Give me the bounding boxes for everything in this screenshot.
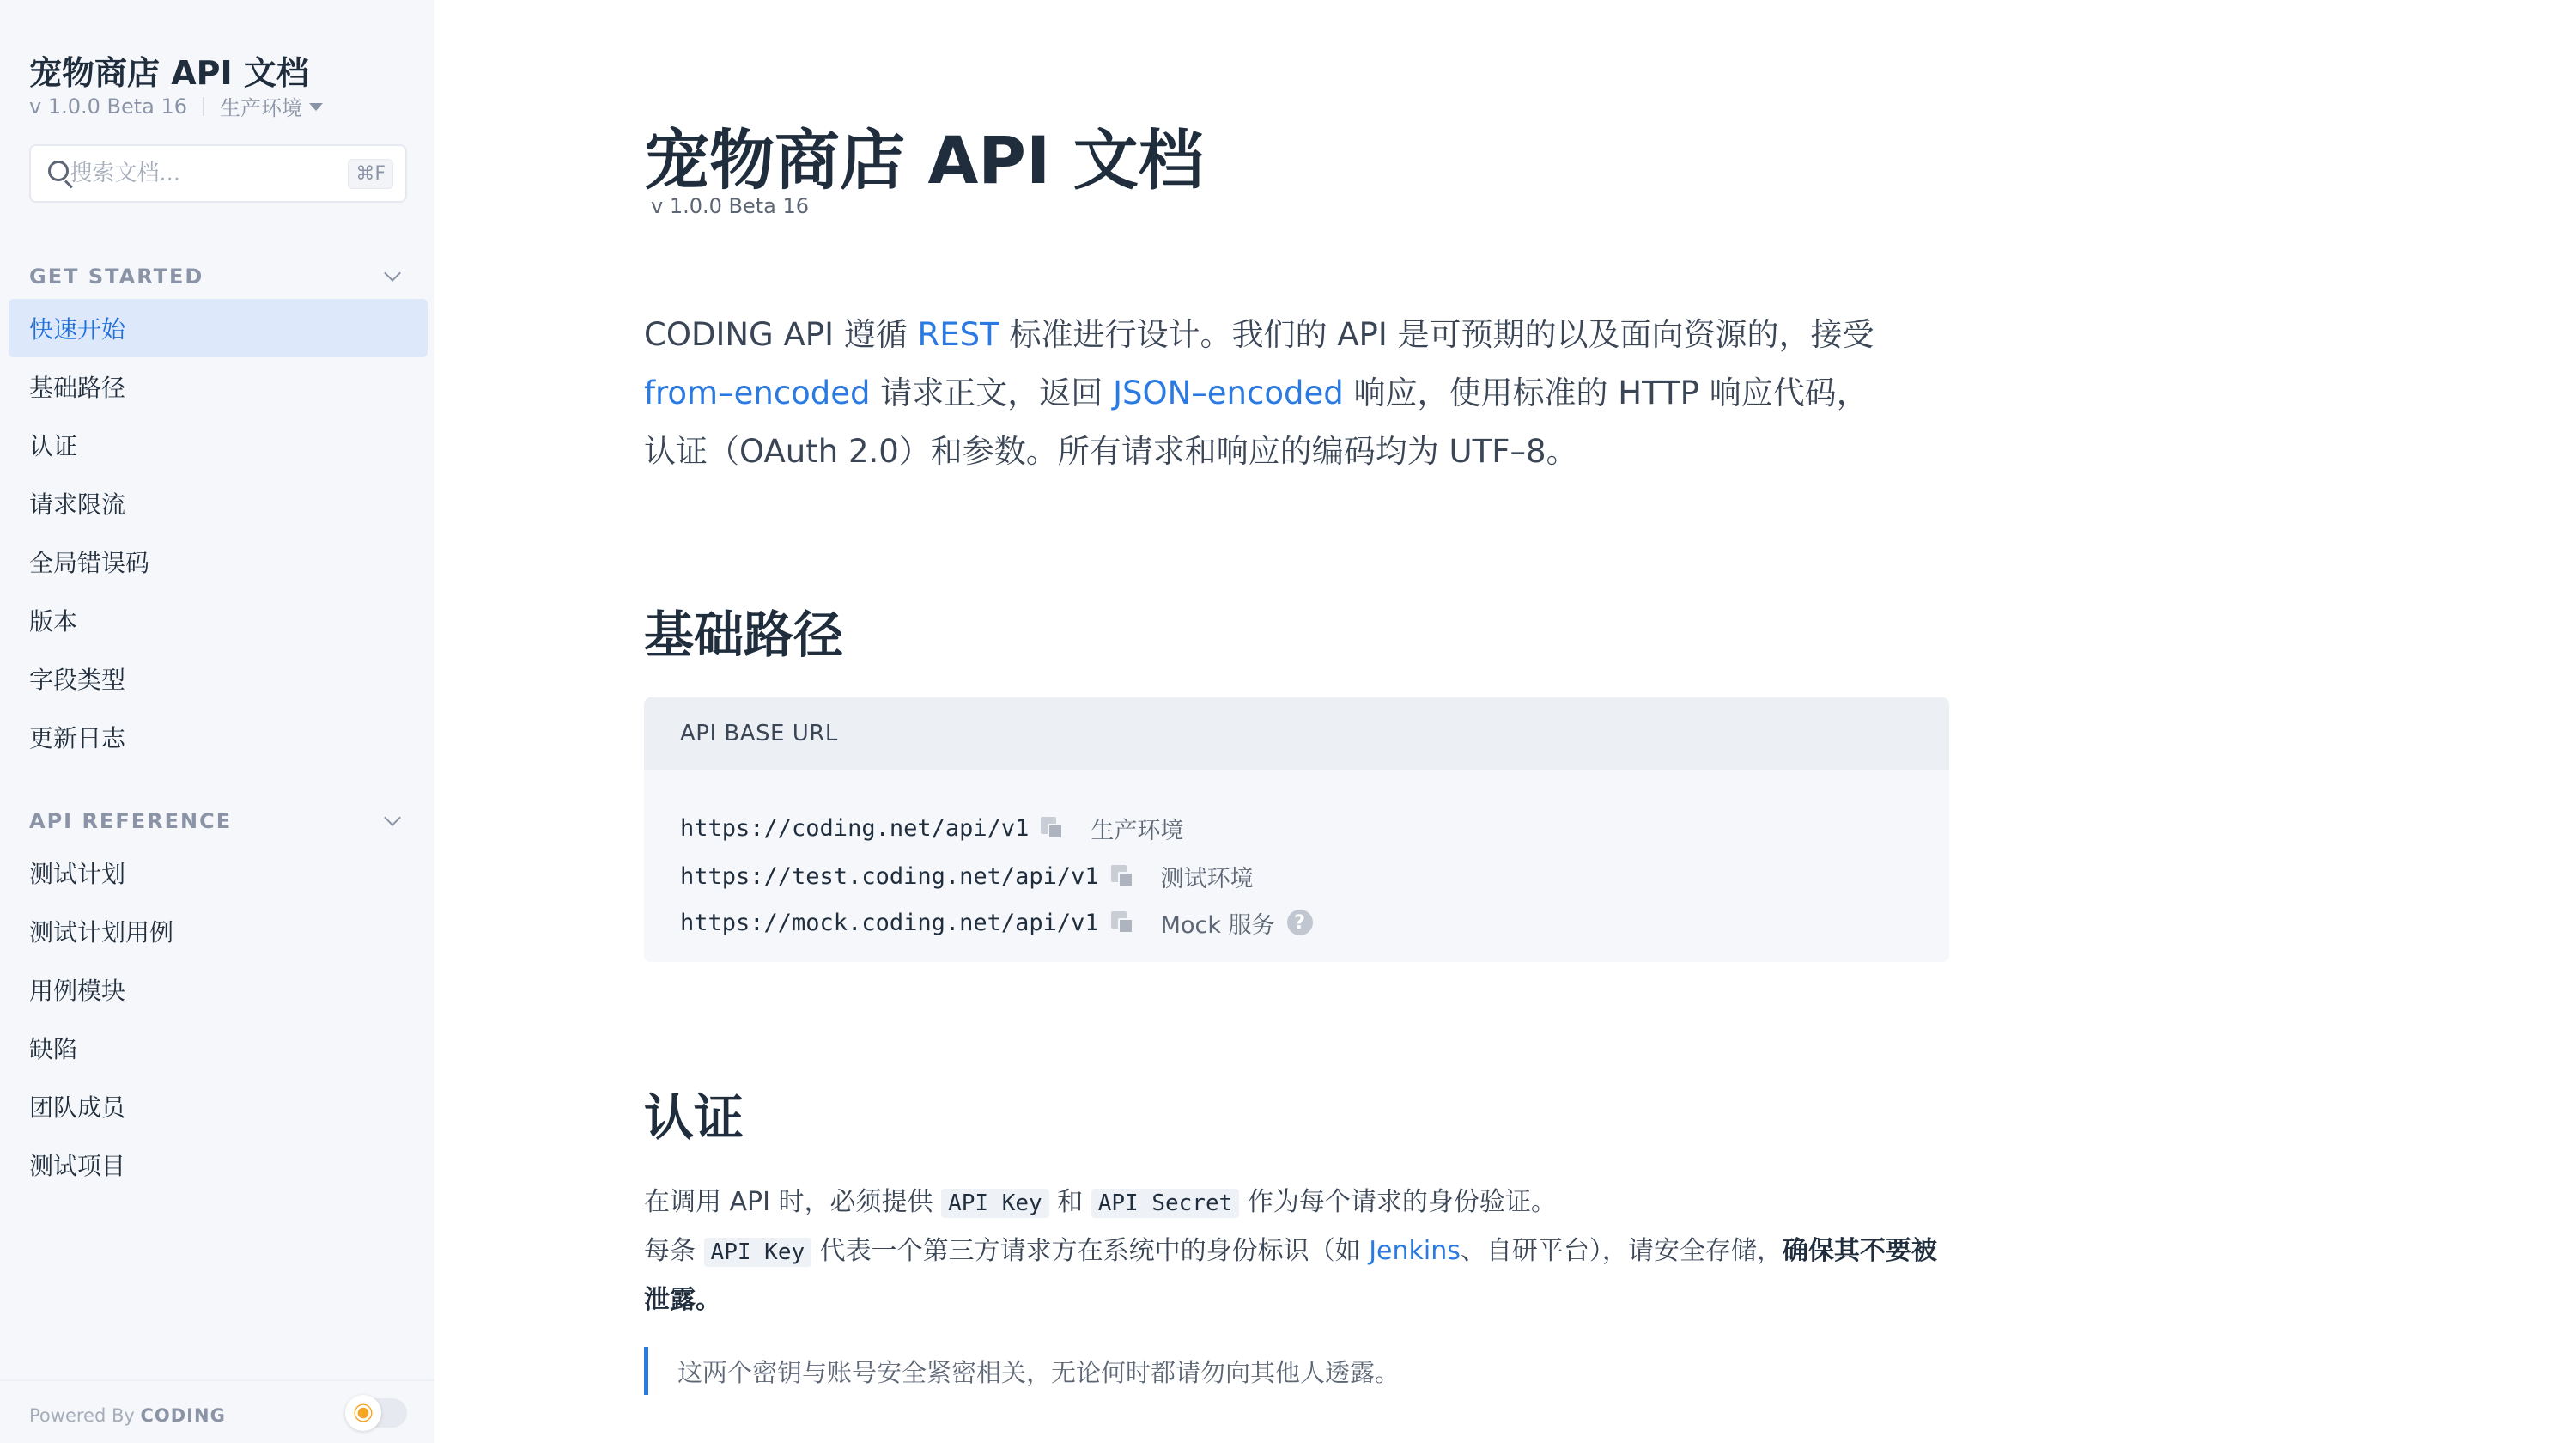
nav-item-auth[interactable]: 认证 [29,432,78,460]
intro-text: 请求正文，返回 [870,374,1114,411]
nav-item-test-projects[interactable]: 测试项目 [29,1152,126,1180]
chevron-down-icon [384,809,401,826]
help-icon[interactable]: ? [1287,910,1313,935]
auth-text: 、自研平台），请安全存储， [1460,1236,1783,1266]
intro-paragraph [644,306,1949,481]
auth-warning: 确保其不要被泄露。 [644,1236,1937,1315]
auth-paragraph [644,1178,1958,1324]
blockquote [644,1347,1400,1395]
url-code[interactable]: https://mock.coding.net/api/v1 [680,909,1099,936]
section-get-started[interactable] [29,259,407,294]
heading-auth: 认证 [644,1088,744,1147]
sidebar-version: v 1.0.0 Beta 16 [29,94,188,119]
nav-item-test-plan[interactable]: 测试计划 [29,860,126,888]
nav-item-field-types[interactable]: 字段类型 [29,666,126,694]
auth-text: 代表一个第三方请求方在系统中的身份标识（如 [811,1236,1370,1266]
url-code[interactable]: https://test.coding.net/api/v1 [680,862,1099,890]
page-title: 宠物商店 API 文档 [644,122,1204,198]
url-row [680,905,1313,940]
env-label: 测试环境 [1160,865,1254,892]
theme-toggle[interactable] [347,1398,407,1428]
env-label: Mock 服务 [1160,911,1275,939]
sidebar [0,0,434,1443]
section-label: API REFERENCE [29,809,233,833]
json-encoded-link[interactable]: JSON–encoded [1113,374,1344,411]
auth-text: 在调用 API 时，必须提供 [644,1187,942,1217]
caret-down-icon [309,103,323,111]
heading-base-path: 基础路径 [644,606,844,664]
search-box[interactable] [29,144,407,203]
divider [203,97,204,116]
env-label: 生产环境 [1091,817,1184,844]
card-header: API BASE URL [644,697,1949,770]
search-shortcut: ⌘F [348,159,393,189]
rest-link[interactable]: REST [917,316,999,353]
copy-icon[interactable] [1111,865,1133,887]
sidebar-footer [0,1379,434,1443]
search-input[interactable] [70,161,348,186]
sidebar-title[interactable]: 宠物商店 API 文档 [29,54,309,92]
auth-text: 每条 [644,1236,704,1266]
sun-icon [358,1408,369,1419]
nav-list-api-reference [9,843,428,1194]
powered-prefix: Powered By [29,1405,135,1426]
nav-item-base-path[interactable]: 基础路径 [29,374,126,402]
nav-item-rate-limit[interactable]: 请求限流 [29,490,126,519]
nav-item-case-modules[interactable]: 用例模块 [29,977,126,1005]
toggle-knob [345,1395,381,1431]
nav-item-error-codes[interactable]: 全局错误码 [29,549,150,577]
copy-icon[interactable] [1111,911,1133,934]
chevron-down-icon [384,265,401,282]
section-label: GET STARTED [29,265,204,289]
nav-item-test-plan-cases[interactable]: 测试计划用例 [29,918,174,947]
form-encoded-link[interactable]: from–encoded [644,374,871,411]
environment-label: 生产环境 [220,96,303,120]
api-base-url-card [644,697,1949,962]
intro-text: 响应，使用标准的 HTTP 响应代码， [1343,374,1868,411]
code-api-key: API Key [704,1238,812,1267]
quote-text: 这两个密钥与账号安全紧密相关，无论何时都请勿向其他人透露。 [677,1357,1400,1387]
intro-text: CODING API 遵循 [644,316,918,353]
auth-text: 和 [1048,1187,1091,1217]
intro-text: 认证（OAuth 2.0）和参数。所有请求和响应的编码均为 UTF–8。 [644,433,1578,470]
section-api-reference[interactable] [29,804,407,838]
powered-by[interactable] [29,1405,226,1426]
url-code[interactable]: https://coding.net/api/v1 [680,814,1030,842]
nav-item-defects[interactable]: 缺陷 [29,1035,78,1063]
environment-select[interactable] [220,91,323,121]
jenkins-link[interactable]: Jenkins [1369,1236,1461,1266]
nav-item-changelog[interactable]: 更新日志 [29,724,126,752]
page-version: v 1.0.0 Beta 16 [651,194,810,218]
url-row [680,811,1183,845]
code-api-key: API Key [941,1189,1049,1218]
url-row [680,859,1254,893]
main-content [434,0,2576,1443]
code-api-secret: API Secret [1091,1189,1240,1218]
copy-icon[interactable] [1041,817,1063,839]
intro-text: 标准进行设计。我们的 API 是可预期的以及面向资源的，接受 [999,316,1874,353]
search-icon [46,159,56,188]
nav-list-get-started [9,299,428,766]
version-row [29,91,323,121]
powered-brand: CODING [140,1405,226,1426]
nav-item-team-members[interactable]: 团队成员 [29,1093,126,1122]
nav-item-version[interactable]: 版本 [29,607,78,636]
auth-text: 作为每个请求的身份验证。 [1239,1187,1557,1217]
nav-item-quick-start[interactable]: 快速开始 [9,299,428,357]
